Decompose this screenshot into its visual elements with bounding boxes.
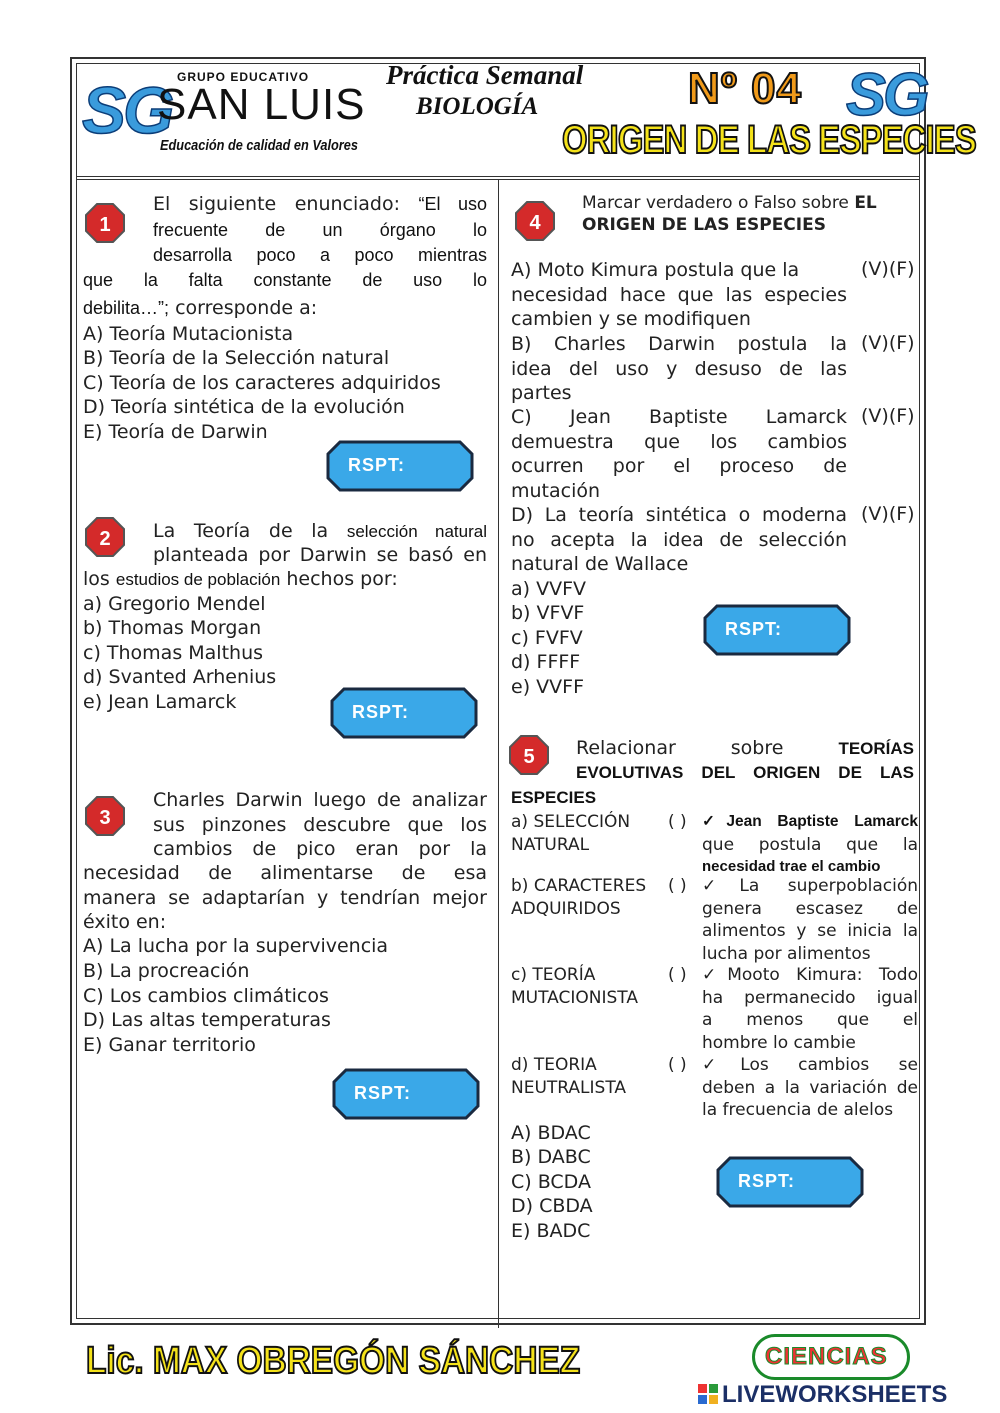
school-name: SAN LUIS bbox=[157, 80, 366, 129]
q5-line1: Relacionar sobre TEORÍAS bbox=[576, 737, 914, 759]
q2-line1: La Teoría de la selección natural bbox=[153, 520, 487, 542]
subject-title: BIOLOGÍA bbox=[416, 93, 539, 120]
q5-left-a bbox=[511, 811, 661, 856]
q4-option-c: c) FVFV bbox=[511, 627, 583, 649]
q1-option-a: A) Teoría Mutacionista bbox=[83, 323, 294, 345]
q3-line4: necesidad de alimentarse de esa bbox=[83, 862, 487, 884]
q5-paren-a[interactable]: ( ) bbox=[668, 812, 687, 832]
answer-label: RSPT: bbox=[348, 455, 406, 475]
q1-option-d: D) Teoría sintética de la evolución bbox=[83, 396, 405, 418]
q4-a-line: necesidad hace que las especies bbox=[511, 283, 847, 306]
q4-d-line: no acepta la idea de selección bbox=[511, 528, 847, 551]
q4-line2: ORIGEN DE LAS ESPECIES bbox=[582, 215, 826, 235]
q2-option-b: b) Thomas Morgan bbox=[83, 617, 262, 639]
q3-line5: manera se adaptarían y tendrían mejor bbox=[83, 887, 487, 909]
q4-vf-b[interactable]: (V)(F) bbox=[861, 332, 915, 354]
q4-statement-a bbox=[511, 258, 847, 332]
q5-right-line: lucha por alimentos bbox=[702, 943, 871, 964]
q3-option-e: E) Ganar territorio bbox=[83, 1034, 256, 1056]
q4-vf-a[interactable]: (V)(F) bbox=[861, 258, 915, 280]
question-4-badge bbox=[514, 200, 556, 242]
q5-left-line: ADQUIRIDOS bbox=[511, 898, 621, 919]
svg-text:4: 4 bbox=[529, 212, 541, 234]
q2-line3: los estudios de población hechos por: bbox=[83, 568, 398, 590]
q4-b-line: B) Charles Darwin postula la bbox=[511, 333, 847, 355]
answer-label: RSPT: bbox=[352, 702, 410, 722]
q5-right-line: ✓Mooto Kimura: Todo bbox=[702, 965, 918, 985]
question-1-badge bbox=[84, 202, 126, 244]
q5-option-d: D) CBDA bbox=[511, 1195, 593, 1217]
svg-text:3: 3 bbox=[99, 807, 111, 829]
q5-left-line: NATURAL bbox=[511, 834, 590, 855]
q1-line3: desarrolla poco a poco mientras bbox=[153, 245, 487, 265]
q4-statement-d bbox=[511, 503, 847, 577]
answer-label: RSPT: bbox=[738, 1171, 796, 1191]
q4-option-b: b) VFVF bbox=[511, 602, 585, 624]
q5-right-line: ✓La superpoblación bbox=[702, 876, 918, 896]
q5-left-line: MUTACIONISTA bbox=[511, 987, 638, 1008]
q5-option-a: A) BDAC bbox=[511, 1122, 591, 1144]
q5-left-d bbox=[511, 1054, 661, 1099]
q5-line2: EVOLUTIVAS DEL ORIGEN DE LAS bbox=[576, 763, 914, 782]
q5-paren-d[interactable]: ( ) bbox=[668, 1055, 687, 1075]
q5-option-b: B) DABC bbox=[511, 1146, 591, 1168]
q5-left-b bbox=[511, 875, 661, 920]
q2-option-d: d) Svanted Arhenius bbox=[83, 666, 277, 688]
q2-option-e: e) Jean Lamarck bbox=[83, 691, 237, 713]
q5-left-c bbox=[511, 964, 661, 1009]
q4-option-e: e) VVFF bbox=[511, 676, 584, 698]
q5-left-line: b) CARACTERES bbox=[511, 876, 647, 896]
q4-statement-b bbox=[511, 332, 847, 406]
q5-left-line: NEUTRALISTA bbox=[511, 1077, 627, 1098]
liveworksheets-brand: LIVEWORKSHEETS bbox=[722, 1381, 948, 1408]
q5-paren-b[interactable]: ( ) bbox=[668, 876, 687, 896]
q4-c-line: ocurren por el proceso de bbox=[511, 455, 847, 477]
q5-option-e: E) BADC bbox=[511, 1220, 591, 1242]
school-slogan: Educación de calidad en Valores bbox=[160, 137, 358, 154]
q4-answer-box[interactable] bbox=[703, 604, 851, 656]
q5-left-line: a) SELECCIÓN bbox=[511, 812, 631, 832]
q5-right-line: la frecuencia de alelos bbox=[702, 1100, 894, 1120]
q1-line5: debilita…”; corresponde a: bbox=[83, 297, 318, 319]
q4-d-line: D) La teoría sintética o moderna bbox=[511, 504, 847, 526]
q3-line3: cambios de pico eran por la bbox=[153, 838, 487, 860]
q5-right-line: genera escasez de bbox=[702, 898, 918, 919]
q3-option-b: B) La procreación bbox=[83, 960, 250, 982]
q3-option-a: A) La lucha por la supervivencia bbox=[83, 935, 389, 957]
question-2-badge bbox=[84, 516, 126, 558]
q5-right-line: ✓Jean Baptiste Lamarck bbox=[702, 813, 918, 830]
logo-sg-right: SG bbox=[846, 61, 927, 128]
topic-title: ORIGEN DE LAS ESPECIES bbox=[562, 118, 976, 162]
q5-right-c bbox=[702, 964, 918, 1054]
q4-line1: Marcar verdadero o Falso sobre EL bbox=[582, 193, 877, 213]
practice-number: Nº 04 bbox=[688, 64, 803, 113]
answer-label: RSPT: bbox=[354, 1083, 412, 1103]
q4-option-d: d) FFFF bbox=[511, 651, 581, 673]
q5-option-c: C) BCDA bbox=[511, 1171, 591, 1193]
q1-option-e: E) Teoría de Darwin bbox=[83, 421, 268, 443]
q5-right-b bbox=[702, 875, 918, 965]
liveworksheets-icon bbox=[698, 1384, 718, 1404]
q5-left-line: c) TEORÍA bbox=[511, 965, 596, 985]
q5-right-line: ✓Los cambios se bbox=[702, 1055, 918, 1075]
q5-paren-c[interactable]: ( ) bbox=[668, 965, 687, 985]
q1-line1: El siguiente enunciado: “El uso bbox=[153, 193, 488, 215]
q5-right-line: alimentos y se inicia la bbox=[702, 921, 918, 941]
q4-d-line: natural de Wallace bbox=[511, 553, 689, 575]
q4-a-line: cambien y se modifiquen bbox=[511, 308, 751, 330]
q4-c-line: mutación bbox=[511, 479, 601, 502]
q5-line3: ESPECIES bbox=[511, 788, 597, 807]
q4-b-line: idea del uso y desuso de las bbox=[511, 357, 847, 380]
q4-c-line: demuestra que los cambios bbox=[511, 430, 847, 453]
q5-right-line: ha permanecido igual bbox=[702, 987, 918, 1008]
column-divider bbox=[498, 180, 499, 1328]
q1-option-b: B) Teoría de la Selección natural bbox=[83, 347, 390, 369]
question-5-badge bbox=[508, 734, 550, 776]
author-name: Lic. MAX OBREGÓN SÁNCHEZ bbox=[86, 1340, 581, 1382]
q4-statement-c bbox=[511, 405, 847, 503]
question-3-badge bbox=[84, 795, 126, 837]
q3-line6: éxito en: bbox=[83, 911, 167, 933]
q1-line4: que la falta constante de uso lo bbox=[83, 270, 487, 290]
q3-line2: sus pinzones descubre que los bbox=[153, 814, 487, 836]
q5-right-line: hombre lo cambie bbox=[702, 1032, 856, 1053]
q4-vf-c[interactable]: (V)(F) bbox=[861, 405, 915, 427]
svg-text:5: 5 bbox=[523, 746, 535, 768]
q5-right-line: deben a la variación de bbox=[702, 1077, 918, 1098]
q3-line1: Charles Darwin luego de analizar bbox=[153, 789, 487, 811]
q5-right-line: que postula que la bbox=[702, 834, 918, 855]
q5-right-d bbox=[702, 1054, 918, 1122]
q4-option-a: a) VVFV bbox=[511, 578, 587, 600]
q3-answer-box[interactable] bbox=[332, 1068, 480, 1120]
q3-option-c: C) Los cambios climáticos bbox=[83, 985, 329, 1007]
q4-c-line: C) Jean Baptiste Lamarck bbox=[511, 406, 847, 428]
q5-right-line: necesidad trae el cambio bbox=[702, 858, 881, 875]
q2-line2: planteada por Darwin se basó en bbox=[153, 544, 487, 566]
q4-b-line: partes bbox=[511, 382, 572, 404]
ciencias-logo bbox=[752, 1334, 910, 1380]
q5-right-line: a menos que el bbox=[702, 1010, 918, 1030]
q2-answer-box[interactable] bbox=[330, 687, 478, 739]
q5-right-a bbox=[702, 811, 918, 879]
q1-line2: frecuente de un órgano lo bbox=[153, 220, 487, 240]
q2-option-a: a) Gregorio Mendel bbox=[83, 593, 266, 615]
grupo-educativo: GRUPO EDUCATIVO bbox=[177, 70, 310, 84]
q1-option-c: C) Teoría de los caracteres adquiridos bbox=[83, 372, 441, 394]
q5-answer-box[interactable] bbox=[716, 1156, 864, 1208]
logo-sg-left: SG bbox=[82, 73, 172, 147]
q4-a-line: A) Moto Kimura postula que la bbox=[511, 259, 800, 281]
svg-text:1: 1 bbox=[99, 214, 111, 236]
answer-label: RSPT: bbox=[725, 619, 783, 639]
q3-option-d: D) Las altas temperaturas bbox=[83, 1009, 331, 1031]
q4-vf-d[interactable]: (V)(F) bbox=[861, 503, 915, 525]
q1-answer-box[interactable] bbox=[326, 440, 474, 492]
svg-text:2: 2 bbox=[99, 528, 111, 550]
q5-left-line: d) TEORIA bbox=[511, 1055, 597, 1075]
ciencias-text: CIENCIAS bbox=[765, 1343, 888, 1370]
q2-option-c: c) Thomas Malthus bbox=[83, 642, 264, 664]
practice-title: Práctica Semanal bbox=[386, 60, 584, 90]
